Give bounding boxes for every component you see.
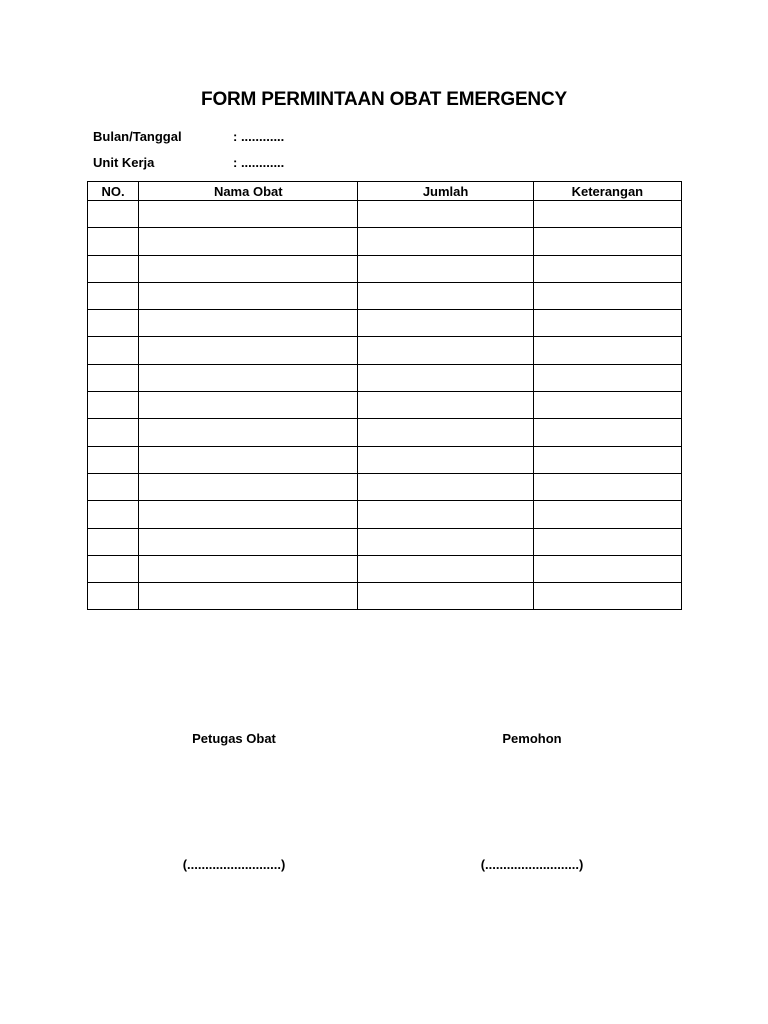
cell-keterangan xyxy=(533,201,681,228)
cell-nama-obat xyxy=(139,364,358,391)
cell-keterangan xyxy=(533,419,681,446)
date-label: Bulan/Tanggal xyxy=(93,129,182,144)
table-row xyxy=(88,337,682,364)
meta-row-date xyxy=(93,129,284,144)
cell-keterangan xyxy=(533,392,681,419)
table-body xyxy=(88,201,682,610)
cell-keterangan xyxy=(533,228,681,255)
signature-line-petugas: (..........................) xyxy=(182,857,286,872)
table-row xyxy=(88,201,682,228)
header-jumlah: Jumlah xyxy=(358,182,533,201)
header-nama-obat: Nama Obat xyxy=(139,182,358,201)
table-row xyxy=(88,310,682,337)
cell-no xyxy=(88,501,139,528)
cell-jumlah xyxy=(358,392,533,419)
meta-row-unit xyxy=(93,155,284,170)
cell-jumlah xyxy=(358,310,533,337)
cell-no xyxy=(88,364,139,391)
cell-nama-obat xyxy=(139,255,358,282)
cell-no xyxy=(88,255,139,282)
cell-keterangan xyxy=(533,501,681,528)
unit-label: Unit Kerja xyxy=(93,155,155,170)
cell-no xyxy=(88,555,139,582)
cell-jumlah xyxy=(358,282,533,309)
cell-no xyxy=(88,392,139,419)
cell-keterangan xyxy=(533,528,681,555)
table-header-row xyxy=(88,182,682,201)
cell-keterangan xyxy=(533,555,681,582)
table-row xyxy=(88,446,682,473)
cell-jumlah xyxy=(358,528,533,555)
cell-jumlah xyxy=(358,255,533,282)
cell-no xyxy=(88,310,139,337)
cell-no xyxy=(88,528,139,555)
cell-jumlah xyxy=(358,364,533,391)
cell-jumlah xyxy=(358,201,533,228)
cell-keterangan xyxy=(533,337,681,364)
medicine-request-table xyxy=(87,181,682,610)
cell-nama-obat xyxy=(139,446,358,473)
unit-value: : ............ xyxy=(233,155,285,170)
cell-nama-obat xyxy=(139,555,358,582)
cell-keterangan xyxy=(533,583,681,610)
cell-nama-obat xyxy=(139,282,358,309)
cell-nama-obat xyxy=(139,228,358,255)
cell-jumlah xyxy=(358,473,533,500)
cell-no xyxy=(88,446,139,473)
cell-nama-obat xyxy=(139,473,358,500)
cell-jumlah xyxy=(358,501,533,528)
cell-nama-obat xyxy=(139,583,358,610)
cell-nama-obat xyxy=(139,337,358,364)
table-row xyxy=(88,501,682,528)
cell-no xyxy=(88,337,139,364)
cell-keterangan xyxy=(533,446,681,473)
table-row xyxy=(88,528,682,555)
table-row xyxy=(88,255,682,282)
cell-no xyxy=(88,282,139,309)
cell-jumlah xyxy=(358,419,533,446)
cell-nama-obat xyxy=(139,528,358,555)
table-row xyxy=(88,364,682,391)
table-row xyxy=(88,583,682,610)
cell-jumlah xyxy=(358,583,533,610)
header-keterangan: Keterangan xyxy=(533,182,681,201)
cell-no xyxy=(88,228,139,255)
cell-jumlah xyxy=(358,337,533,364)
date-value: : ............ xyxy=(233,129,285,144)
cell-keterangan xyxy=(533,473,681,500)
table-row xyxy=(88,282,682,309)
cell-keterangan xyxy=(533,255,681,282)
cell-jumlah xyxy=(358,555,533,582)
table-row xyxy=(88,419,682,446)
cell-nama-obat xyxy=(139,310,358,337)
cell-keterangan xyxy=(533,310,681,337)
cell-no xyxy=(88,473,139,500)
cell-nama-obat xyxy=(139,419,358,446)
table-row xyxy=(88,228,682,255)
signature-label-pemohon: Pemohon xyxy=(502,731,562,746)
cell-keterangan xyxy=(533,364,681,391)
cell-no xyxy=(88,583,139,610)
cell-nama-obat xyxy=(139,392,358,419)
cell-nama-obat xyxy=(139,201,358,228)
cell-nama-obat xyxy=(139,501,358,528)
signature-line-pemohon: (..........................) xyxy=(480,857,584,872)
table-row xyxy=(88,473,682,500)
cell-no xyxy=(88,201,139,228)
cell-jumlah xyxy=(358,446,533,473)
table-row xyxy=(88,392,682,419)
signature-label-petugas: Petugas Obat xyxy=(192,731,276,746)
form-title: FORM PERMINTAAN OBAT EMERGENCY xyxy=(201,89,567,110)
table-row xyxy=(88,555,682,582)
cell-jumlah xyxy=(358,228,533,255)
cell-keterangan xyxy=(533,282,681,309)
header-no: NO. xyxy=(88,182,139,201)
cell-no xyxy=(88,419,139,446)
